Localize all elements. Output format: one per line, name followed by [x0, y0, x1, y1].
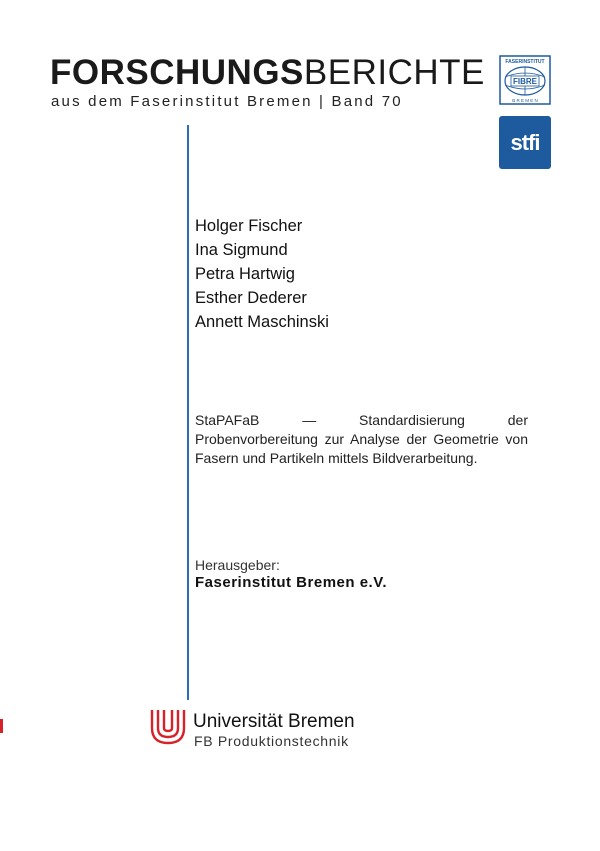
edge-mark	[0, 719, 3, 733]
publisher-label: Herausgeber:	[195, 557, 280, 573]
report-title: StaPAFaB — Standardisierung der Probenvorbereitung zur Analyse der Geometrie von Fasern und Partikeln mittels Bildverarbeitung.	[195, 412, 528, 466]
series-title	[50, 55, 485, 90]
author-name: Ina Sigmund	[195, 241, 288, 259]
author-name: Petra Hartwig	[195, 265, 295, 283]
publisher-name: Faserinstitut Bremen e.V.	[195, 574, 388, 591]
university-name: Universität Bremen	[193, 711, 355, 732]
university-faculty: FB Produktionstechnik	[194, 733, 349, 749]
vertical-divider	[187, 125, 189, 700]
author-name: Holger Fischer	[195, 217, 303, 235]
series-title-light: BERICHTE	[303, 53, 485, 92]
fibre-logo-mid-text: FIBRE	[513, 77, 537, 86]
fibre-logo-bottom-text: B R E M E N	[512, 98, 538, 103]
author-name: Annett Maschinski	[195, 313, 329, 331]
stfi-logo	[499, 116, 551, 169]
university-logo-icon	[148, 708, 188, 746]
series-subtitle: aus dem Faserinstitut Bremen | Band 70	[51, 93, 403, 110]
stfi-logo-text: stfi	[510, 129, 540, 155]
fibre-logo-top-text: FASERINSTITUT	[505, 59, 545, 65]
fibre-logo	[499, 55, 551, 105]
author-list	[195, 214, 329, 334]
author-name: Esther Dederer	[195, 289, 307, 307]
series-title-bold: FORSCHUNGS	[50, 53, 304, 92]
